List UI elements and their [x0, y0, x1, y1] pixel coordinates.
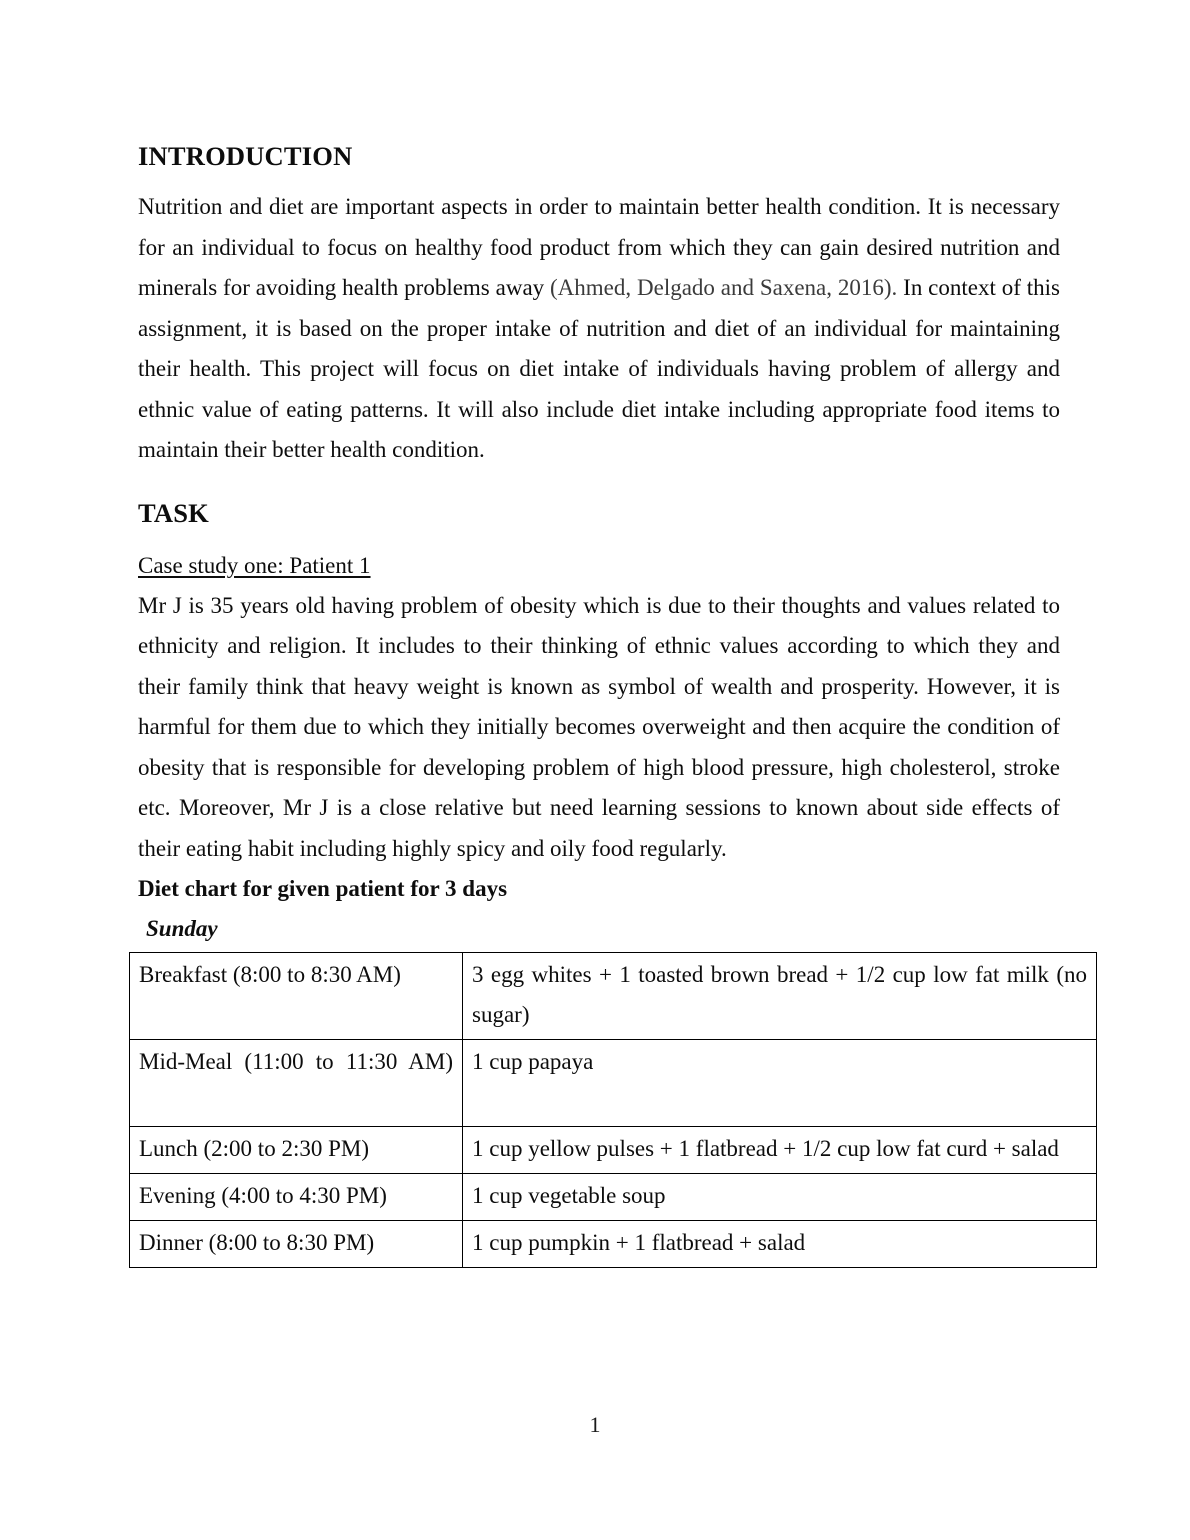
task-heading: TASK — [138, 497, 209, 528]
diet-chart-table — [129, 952, 1097, 1268]
introduction-paragraph — [138, 187, 1060, 471]
introduction-paragraph-part1: Nutrition and diet are important aspects in order to maintain better health condition. It is necessary for an individual to focus on healthy food product from which they can gain desired nutrition and minerals for avoiding health problems away — [138, 194, 1060, 301]
meal-description: 1 cup papaya — [472, 1049, 594, 1075]
case-study-heading: Case study one: Patient 1 — [138, 552, 371, 578]
meal-time-label: Evening (4:00 to 4:30 PM) — [139, 1183, 387, 1209]
table-cell-time — [130, 1174, 463, 1221]
day-label-sunday: Sunday — [146, 916, 218, 942]
meal-time-label: Dinner (8:00 to 8:30 PM) — [139, 1230, 375, 1256]
meal-description: 1 cup pumpkin + 1 flatbread + salad — [472, 1230, 806, 1256]
page-number: 1 — [589, 1412, 601, 1437]
meal-time-label: Mid-Meal (11:00 to 11:30 AM) — [139, 1049, 453, 1075]
meal-description: 1 cup yellow pulses + 1 flatbread + 1/2 cup low fat curd + salad — [472, 1136, 1059, 1162]
table-cell-meal — [463, 1040, 1097, 1127]
table-cell-time — [130, 1040, 463, 1127]
table-row — [130, 1127, 1097, 1174]
case-study-paragraph: Mr J is 35 years old having problem of obesity which is due to their thoughts and values related to ethnicity and religion. It includes to their thinking of ethnic values according to which they and their family think that heavy weight is known as symbol of wealth and prosperity. However, it is harmful for them due to which they initially becomes overweight and then acquire the condition of obesity that is responsible for developing problem of high blood pressure, high cholesterol, stroke etc. Moreover, Mr J is a close relative but need learning sessions to known about side effects of their eating habit including highly spicy and oily food regularly. — [138, 592, 1060, 861]
table-cell-meal — [463, 953, 1097, 1040]
table-cell-time — [130, 953, 463, 1040]
table-row — [130, 1174, 1097, 1221]
table-cell-meal — [463, 1174, 1097, 1221]
introduction-paragraph-part2: In context of this assignment, it is based on the proper intake of nutrition and diet of an individual for maintaining their health. This project will focus on diet intake of individuals having problem of allergy and ethnic value of eating patterns. It will also include diet intake including appropriate food items to maintain their better health condition. — [138, 275, 1060, 463]
introduction-citation: (Ahmed, Delgado and Saxena, 2016). — [550, 275, 898, 301]
diet-chart-label: Diet chart for given patient for 3 days — [138, 876, 508, 902]
table-row — [130, 953, 1097, 1040]
table-cell-meal — [463, 1127, 1097, 1174]
introduction-heading: INTRODUCTION — [138, 141, 353, 171]
meal-description: 1 cup vegetable soup — [472, 1183, 666, 1209]
table-cell-time — [130, 1127, 463, 1174]
table-row — [130, 1040, 1097, 1127]
meal-time-label: Breakfast (8:00 to 8:30 AM) — [139, 962, 401, 988]
diet-table-body — [130, 953, 1097, 1268]
meal-time-label: Lunch (2:00 to 2:30 PM) — [139, 1136, 369, 1162]
table-row — [130, 1221, 1097, 1268]
meal-description: 3 egg whites + 1 toasted brown bread + 1/2 cup low fat milk (no sugar) — [472, 962, 1087, 1028]
table-cell-time — [130, 1221, 463, 1268]
table-cell-meal — [463, 1221, 1097, 1268]
document-content — [138, 140, 1087, 1268]
